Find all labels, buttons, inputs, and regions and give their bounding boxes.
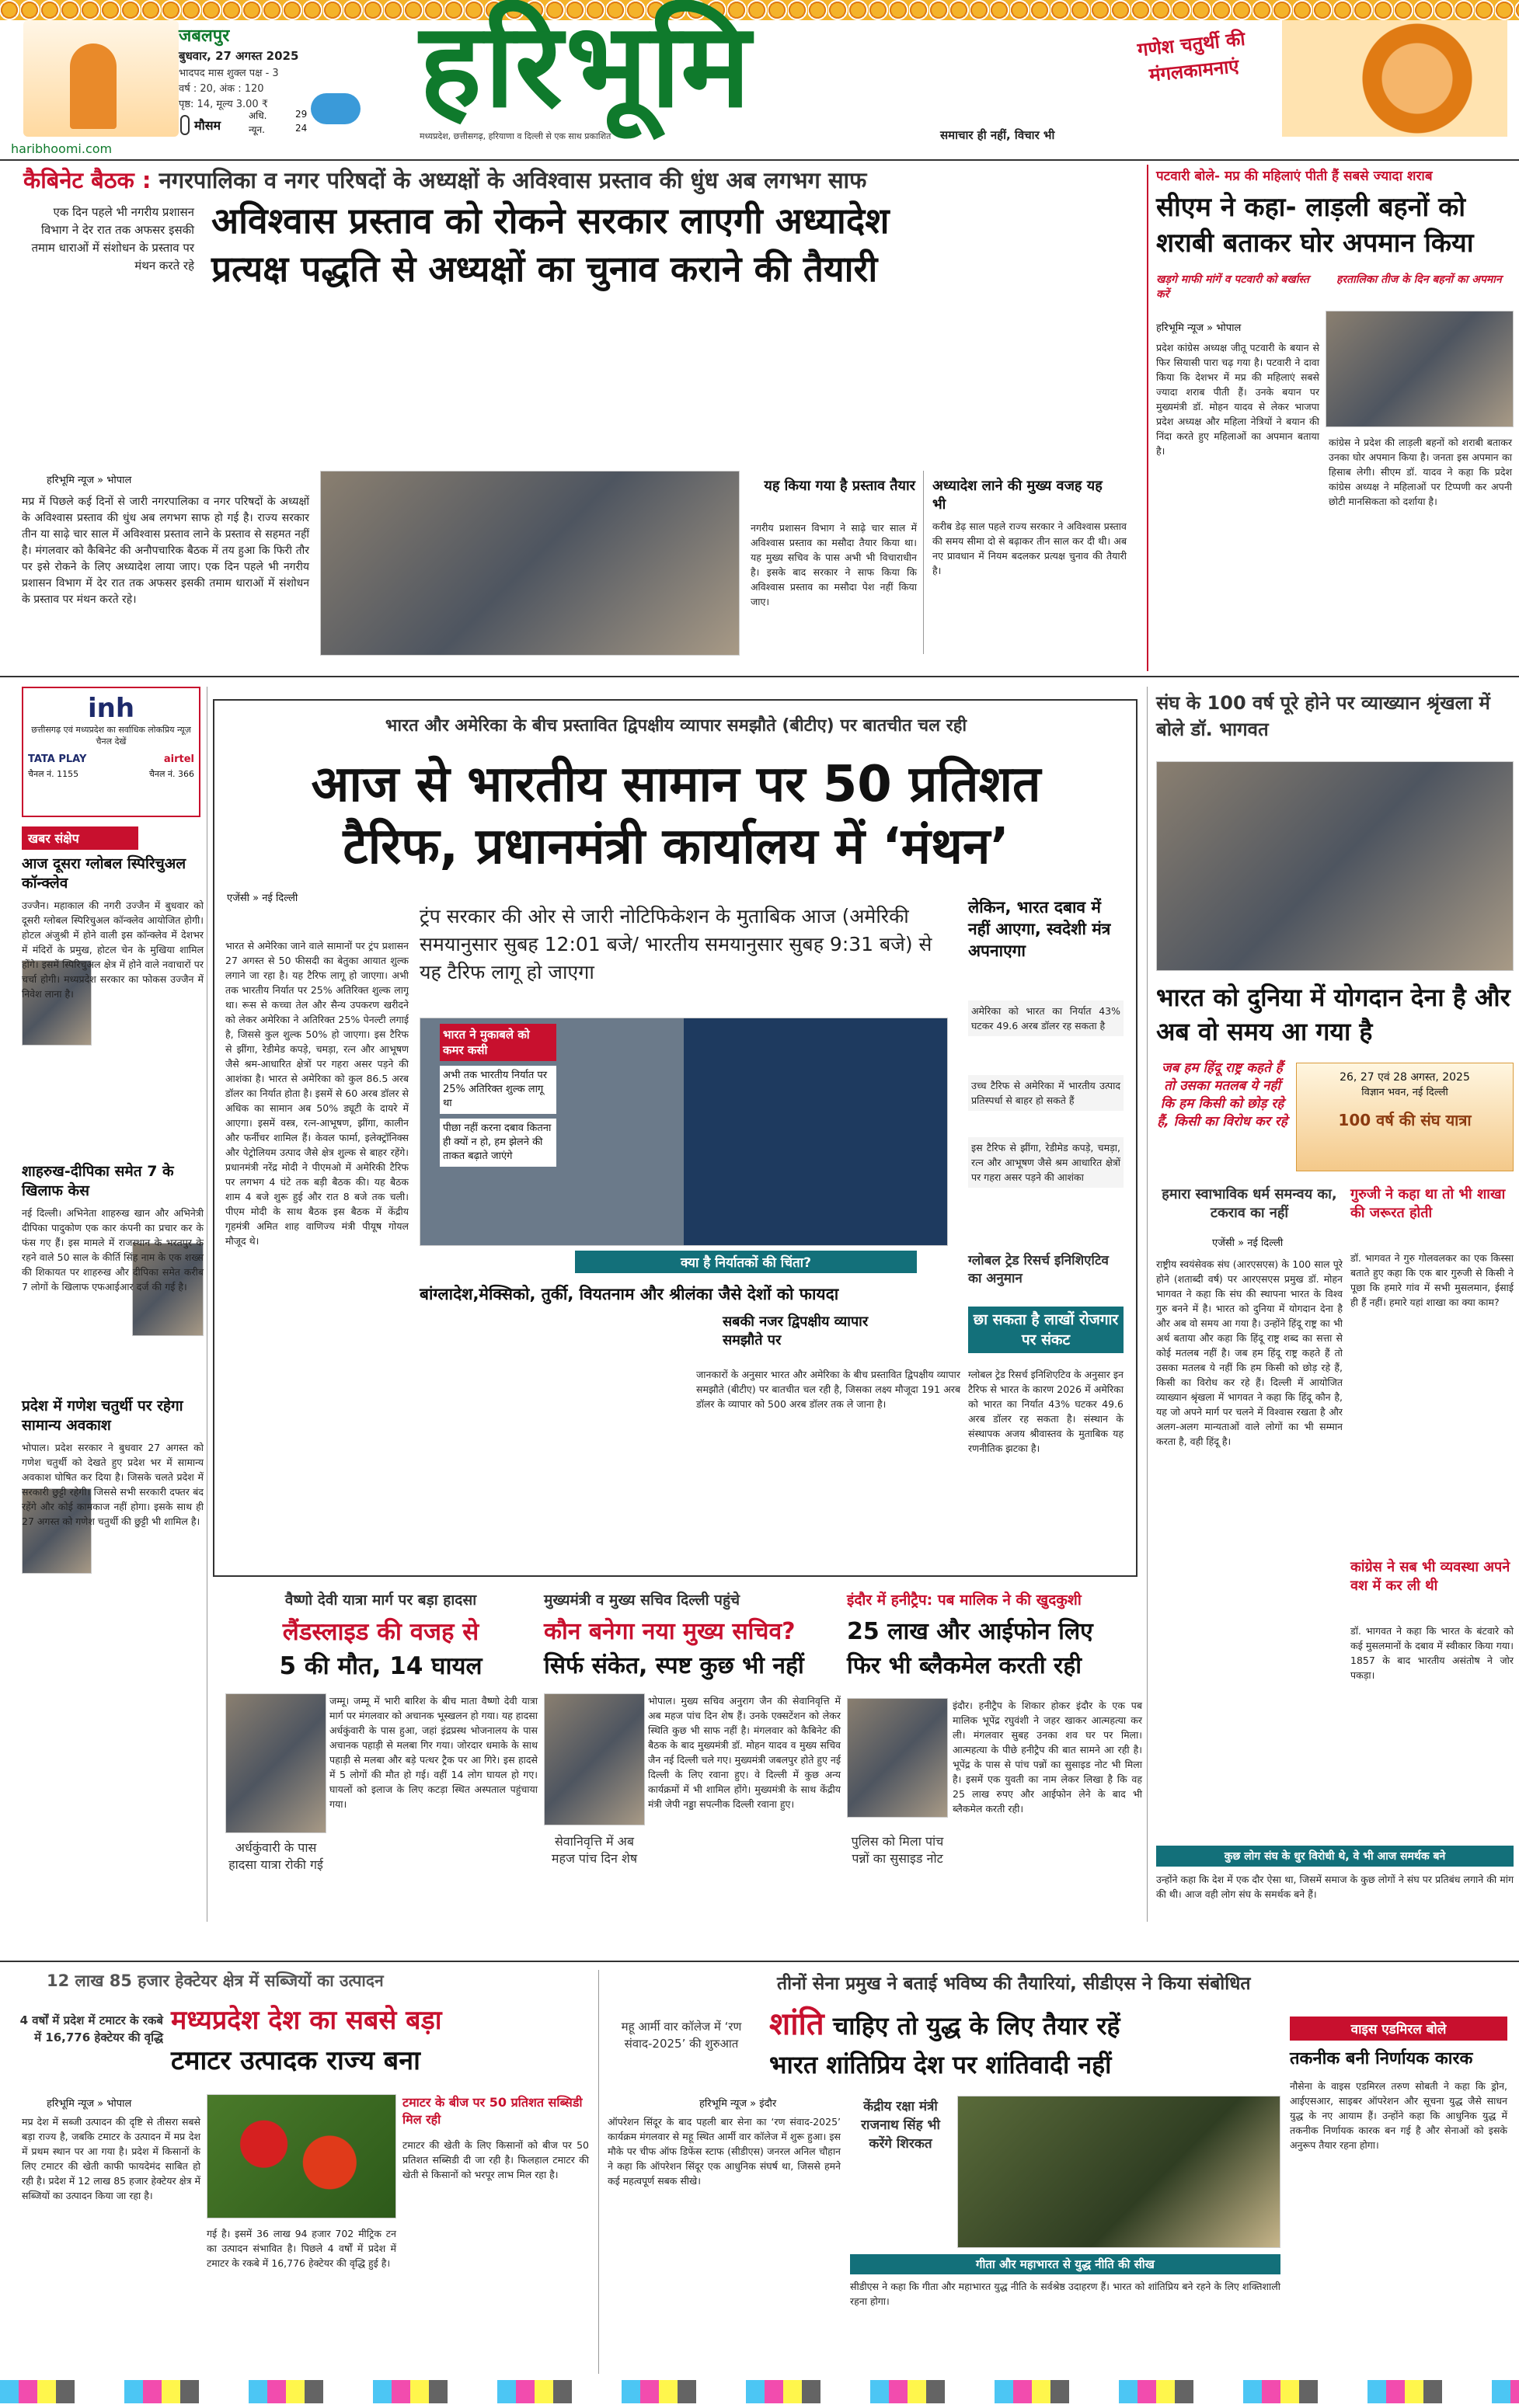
tomato-headline-1: मध्यप्रदेश देश का सबसे बड़ा (171, 2005, 442, 2036)
cs-headline-2: सिर्फ संकेत, स्पष्ट कुछ भी नहीं (544, 1652, 804, 1679)
indore-kicker: इंदौर में हनीट्रैप: पब मालिक ने की खुदकुशी (847, 1592, 1082, 1609)
tomato-photo (207, 2094, 396, 2218)
tariff-badge-2: अभी तक भारतीय निर्यात पर 25% अतिरिक्त शुल्क लागू था (440, 1066, 556, 1114)
cs-kicker: मुख्यमंत्री व मुख्य सचिव दिल्ली पहुंचे (544, 1592, 740, 1609)
cds-general-photo (957, 2096, 1280, 2248)
tariff-kicker: भारत और अमेरिका के बीच प्रस्तावित द्विपक्षीय व्यापार समझौते (बीटीए) पर बातचीत चल रही (385, 716, 967, 736)
rss-guru-head: गुरुजी ने कहा था तो भी शाखा की जरूरत होती (1350, 1186, 1506, 1221)
tariff-headline-1: आज से भारतीय सामान पर 50 प्रतिशत (311, 756, 1041, 813)
tariff-body: भारत से अमेरिका जाने वाले सामानों पर ट्रंप प्रशासन 27 अगस्त से 50 फीसदी का बेतुका आयात शुल्क लगाने जा रहा है। यह टैरिफ लागू हो जाएगा। अभी तक भारतीय निर्यात पर 25% अतिरिक्त शुल्क लागू था। रूस से कच्चा तेल और सैन्य उपकरण खरीदने को लेकर अमेरिका ने अतिरिक्त 25% पेनल्टी लगाई है, जिससे कुल शुल्क 50% हो जाएगा। इस टैरिफ से झींगा, रेडीमेड कपड़े, चमड़ा, रत्न और आभूषण जैसे श्रम-आधारित क्षेत्रों पर गहरा असर पड़ने की आशंका है। भारत से अमेरिका को कुल 86.5 अरब डॉलर का निर्यात होता है। इसमें से 60 अरब डॉलर से अधिक का सामान अब 50% ड्यूटी के दायरे में आएगा। इसमें वस्त्र, रत्न-आभूषण, झींगा, कालीन और फर्नीचर शामिल हैं। केवल फार्मा, इलेक्ट्रॉनिक्स और पेट्रोलियम उत्पाद जैसे क्षेत्र शुल्क से बाहर रहेंगे। प्रधानमंत्री नरेंद्र मोदी ने पीएमओ में अमेरिकी टैरिफ पर लगभग 4 घंटे तक बड़ी बैठक की। यह बैठक शाम 4 बजे शुरू हुई और रात 8 बजे तक चली। पीएम मोदी के साथ बैठक इस बैठक में केंद्रीय गृहमंत्री अमित शाह वाणिज्य मंत्री पीयूष गोयल मौजूद थे। (225, 940, 409, 1247)
rss-banner-title: 100 वर्ष की संघ यात्रा (1338, 1111, 1472, 1129)
tomato-byline: हरिभूमि न्यूज » भोपाल (47, 2098, 132, 2110)
army-gita-body: सीडीएस ने कहा कि गीता और महाभारत युद्ध नीति के सर्वश्रेष्ठ उदाहरण हैं। भारत को शांतिप्रिय बने रहने के लिए शक्तिशाली रहना होगा। (850, 2281, 1280, 2307)
landslide-photo (225, 1693, 326, 1833)
min-temp-label: न्यून. (249, 124, 265, 135)
brief-body-1: उज्जैन। महाकाल की नगरी उज्जैन में बुधवार को दूसरी ग्लोबल स्पिरिचुअल कॉन्क्लेव आयोजित होगी। होटल अंजुश्री में होने वाली इस कॉन्क्लेव में देशभर में मंदिरों के प्रमुख, होटल चेन के मुखिया शामिल होंगे। इसमें स्पिरिचुअल क्षेत्र में होने वाले नवाचारों पर चर्चा होगी। मध्यप्रदेश सरकार का फोकस उज्जैन में निवेश लाना है। (22, 900, 204, 1000)
topright-kicker: पटवारी बोले- मप्र की महिलाएं पीती हैं सबसे ज्यादा शराब (1156, 169, 1433, 184)
price-label: पृष्ठ: 14, मूल्य 3.00 ₹ (179, 99, 269, 110)
rss-bar: कुछ लोग संघ के धुर विरोधी थे, वे भी आज समर्थक बने (1156, 1846, 1514, 1867)
indore-headline-1: 25 लाख और आईफोन लिए (847, 1618, 1093, 1645)
army-side: महू आर्मी वार कॉलेज में ‘रण संवाद-2025’ की शुरुआत (621, 2020, 742, 2051)
rss-congress-head: कांग्रेस ने सब भी व्यवस्था अपने वश में कर ली थी (1350, 1559, 1510, 1594)
newspaper-title: हरिभूमि (420, 0, 754, 134)
lead-box1-title: यह किया गया है प्रस्ताव तैयार (764, 478, 915, 494)
lead-box-divider (923, 471, 924, 654)
lead-body: मप्र में पिछले कई दिनों से जारी नगरपालिका व नगर परिषदों के अध्यक्षों के अविश्वास प्रस्ताव की धुंध अब लगभग साफ हो गई है। राज्य सरकार तीन या साढ़े चार साल में अविश्वास प्रस्ताव लाने के प्रस्ताव से सहमत नहीं है। मंगलवार को कैबिनेट की अनौपचारिक बैठक में तय हुआ कि फिरी तौर पर इसे रोकने के लिए अध्यादेश लाया जाए। एक दिन पहले भी नगरीय प्रशासन विभाग में देर रात तक अफसर इसकी तमाम धाराओं में संशोधन के प्रस्ताव पर मंथन करते रहे। (22, 496, 309, 606)
lead-box2-body: करीब डेढ़ साल पहले राज्य सरकार ने अविश्वास प्रस्ताव की समय सीमा दो से बढ़ाकर तीन साल कर दी थी। अब नए प्रावधान में नियम बदलकर प्रत्यक्ष चुनाव की तैयारी है। (932, 520, 1127, 576)
rss-quote: जब हम हिंदू राष्ट्र कहते हैं तो उसका मतलब ये नहीं कि हम किसी को छोड़ रहे हैं, किसी का विरोध कर रहे (1157, 1060, 1287, 1129)
vaishno-body: जम्मू। जम्मू में भारी बारिश के बीच माता वैष्णो देवी यात्रा मार्ग पर मंगलवार को अचानक भूस्खलन हो गया। यह हादसा अर्धकुंवारी के पास हुआ, जहां इंद्रप्रस्थ भोजनालय के पास अचानक पहाड़ी से मलबा गिर गया। जोरदार धमाके के साथ पहाड़ी से मलबा और बड़े पत्थर ट्रैक पर आ गिरे। इस हादसे में 5 लोगों की मौत हो गई। वहीं 14 लोग घायल हो गए। घायलों को इलाज के लिए कटड़ा स्थित अस्पताल पहुंचाया गया। (329, 1695, 538, 1810)
vaishno-kicker: वैष्णो देवी यात्रा मार्ग पर बड़ा हादसा (284, 1592, 477, 1609)
topright-body-2: कांग्रेस ने प्रदेश की लाड़ली बहनों को शराबी बताकर उनका घोर अपमान किया है। जनता इस अपमान का हिसाब लेगी। सीएम डॉ. यादव ने कहा कि प्रदेश कांग्रेस अध्यक्ष ने महिलाओं पर टिप्पणी कर अपनी छोटी मानसिकता को दर्शाया है। (1329, 437, 1512, 507)
airtel-channel: चैनल नं. 366 (148, 769, 194, 779)
bhagwat-audience-photo (1156, 761, 1514, 971)
max-temp-value: 29 (295, 109, 308, 120)
max-temp-label: अधि. (249, 110, 267, 121)
indore-body: इंदौर। हनीट्रैप के शिकार होकर इंदौर के एक पब मालिक भूपेंद्र रघुवंशी ने जहर खाकर आत्महत्या कर ली। मंगलवार सुबह उनका शव घर पर मिला। आत्महत्या के पीछे हनीट्रैप की बात सामने आ रही है। भूपेंद्र के पास से पांच पन्नों का सुसाइड नोट भी मिला है। इसमें एक युवती का नाम लेकर लिखा है कि वह 25 लाख रुपए और आईफोन लेने के बाद भी ब्लैकमेल करती रही। (953, 1700, 1142, 1815)
website-label: haribhoomi.com (11, 141, 113, 156)
brief-section-title: खबर संक्षेप (22, 826, 138, 850)
tariff-side-headline: लेकिन, भारत दबाव में नहीं आएगा, स्वदेशी मंत्र अपनाएगा (968, 898, 1111, 960)
pub-owner-photo (847, 1698, 948, 1818)
army-body: ऑपरेशन सिंदूर के बाद पहली बार सेना का ‘रण संवाद-2025’ कार्यक्रम मंगलवार से महू स्थित आर्मी वार कॉलेज में शुरू हुआ। इस मौके पर चीफ ऑफ डिफेंस स्टाफ (सीडीएस) जनरल अनिल चौहान ने कहा कि ऑपरेशन सिंदूर एक आधुनिक संघर्ष था, जिससे हमने कई महत्वपूर्ण सबक सीखे। (608, 2116, 841, 2187)
tomato-subbox-body: टमाटर की खेती के लिए किसानों को बीज पर 50 प्रतिशत सब्सिडी दी जा रही है। फिलहाल टमाटर की खेती से किसानों को भरपूर लाभ मिल रहा है। (402, 2139, 589, 2180)
tomato-subbox-title: टमाटर के बीज पर 50 प्रतिशत सब्सिडी मिल रही (402, 2095, 583, 2127)
rss-subhead: हमारा स्वाभाविक धर्म समन्वय का, टकराव का नहीं (1162, 1186, 1337, 1221)
topright-sub2: हरतालिका तीज के दिन बहनों का अपमान (1336, 273, 1502, 286)
indore-headline-2: फिर भी ब्लैकमेल करती रही (847, 1652, 1082, 1679)
tomato-headline-2: टमाटर उत्पादक राज्य बना (171, 2045, 420, 2076)
section-rule-2 (0, 1961, 1519, 1962)
tataplay-channel: चैनल नं. 1155 (28, 769, 79, 779)
tomato-divider (598, 1970, 599, 2374)
tariff-worry-title: क्या है निर्यातकों की चिंता? (575, 1251, 917, 1273)
cabinet-meeting-photo (320, 471, 740, 656)
army-gita-bar: गीता और महाभारत से युद्ध नीति की सीख (850, 2254, 1280, 2274)
tariff-jobs-body: ग्लोबल ट्रेड रिसर्च इनिशिएटिव के अनुसार इन टैरिफ से भारत के कारण 2026 में अमेरिका को भारत का निर्यात 43% घटकर 49.6 अरब डॉलर रह सकता है। संस्थान के संस्थापक अजय श्रीवास्तव के मुताबिक यह रणनीतिक झटका है। (968, 1369, 1124, 1454)
brief-body-2: नई दिल्ली। अभिनेता शाहरुख खान और अभिनेत्री दीपिका पादुकोण एक कार कंपनी का प्रचार कर के फंस गए हैं। इस मामले में राजस्थान के भरतपुर के रहने वाले 50 साल के कीर्ति सिंह नाम के एक शख्स की शिकायत पर शाहरुख और दीपिका समेत करीब 7 लोगों के खिलाफ एफआईआर दर्ज की गई है। (22, 1207, 204, 1293)
tagline: समाचार ही नहीं, विचार भी (940, 128, 1055, 142)
weather-label: मौसम (194, 118, 221, 133)
print-registration-marks (0, 2380, 1519, 2403)
tariff-byline: एजेंसी » नई दिल्ली (227, 893, 298, 904)
inh-channel-ad (22, 687, 200, 817)
rss-kicker: संघ के 100 वर्ष पूरे होने पर व्याख्यान श्रृंखला में बोले डॉ. भागवत (1156, 692, 1490, 740)
rss-banner-place: विज्ञान भवन, नई दिल्ली (1361, 1087, 1448, 1098)
freedom-fighter-illustration (23, 20, 179, 137)
volume-label: वर्ष : 20, अंक : 120 (179, 83, 264, 95)
inh-logo: inh (87, 693, 135, 724)
lead-headline-1: अविश्वास प्रस्ताव को रोकने सरकार लाएगी अध्यादेश (211, 200, 890, 242)
ganesh-greeting: गणेश चतुर्थी की मंगलकामनाएं (1136, 27, 1246, 86)
airtel-logo: airtel (163, 753, 194, 765)
weather-cloud-icon (311, 93, 361, 124)
brief-body-3: भोपाल। प्रदेश सरकार ने बुधवार 27 अगस्त को गणेश चतुर्थी को देखते हुए प्रदेश भर में सामान्य अवकाश घोषित कर दिया है। जिसके चलते प्रदेश में सरकारी छुट्टी रहेगी। जिससे सभी सरकारी दफ्तर बंद रहेंगे और कोई कामकाज नहीं होगा। इसके साथ ही 27 अगस्त को गणेश चतुर्थी की छुट्टी भी शामिल है। (22, 1442, 204, 1527)
rss-banner (1296, 1063, 1514, 1171)
tomato-body: मप्र देश में सब्जी उत्पादन की दृष्टि से तीसरा सबसे बड़ा राज्य है, जबकि टमाटर के उत्पादन में मप्र देश में प्रथम स्थान पर आ गया है। प्रदेश में किसानों के लिए टमाटर की खेती काफी फायदेमंद साबित हो रही है। प्रदेश में 12 लाख 85 हजार हेक्टेयर क्षेत्र में सब्जियों का उत्पादन किया जा रहा है। (22, 2116, 200, 2201)
lead-kicker-label: कैबिनेट बैठक : (23, 167, 152, 193)
rss-banner-date: 26, 27 एवं 28 अगस्त, 2025 (1340, 1071, 1470, 1084)
rss-byline: एजेंसी » नई दिल्ली (1212, 1237, 1284, 1249)
tariff-gaze-body: जानकारों के अनुसार भारत और अमेरिका के बीच प्रस्तावित द्विपक्षीय व्यापार समझौते (बीटीए) पर बातचीत चल रही है, जिसका लक्ष्य मौजूदा 191 अरब डॉलर के व्यापार को 500 अरब डॉलर तक ले जाना है। (696, 1369, 961, 1410)
section-rule-1 (0, 676, 1519, 677)
masthead-rule (0, 159, 1519, 161)
tithi-label: भादपद मास शुक्ल पक्ष - 3 (179, 68, 279, 79)
tariff-headline-2: टैरिफ, प्रधानमंत्री कार्यालय में ‘मंथन’ (343, 818, 1009, 875)
vaishno-headline-1: लैंडस्लाइड की वजह से (282, 1618, 479, 1646)
garland-decoration (0, 0, 1519, 20)
brief-headline-2: शाहरुख-दीपिका समेत 7 के खिलाफ केस (22, 1163, 174, 1199)
topright-headline: सीएम ने कहा- लाड़ली बहनों को शराबी बताकर घोर अपमान किया (1156, 192, 1474, 259)
brief-headline-3: प्रदेश में गणेश चतुर्थी पर रहेगा सामान्य अवकाश (22, 1397, 183, 1434)
army-headline-shanti: शांति (769, 2006, 824, 2042)
tariff-side-bullet-2: उच्च टैरिफ से अमेरिका में भारतीय उत्पाद प्रतिस्पर्धा से बाहर हो सकते हैं (968, 1075, 1124, 1111)
tomato-side: 4 वर्षों में प्रदेश में टमाटर के रकबे में 16,776 हेक्टेयर की वृद्धि (19, 2013, 163, 2044)
cs-headline-1: कौन बनेगा नया मुख्य सचिव? (544, 1618, 796, 1645)
tariff-side-bullet-1: अमेरिका को भारत का निर्यात 43% घटकर 49.6 अरब डॉलर रह सकता है (968, 1000, 1124, 1036)
army-kicker: तीनों सेना प्रमुख ने बताई भविष्य की तैयारियां, सीडीएस ने किया संबोधित (777, 1974, 1251, 1994)
tataplay-logo: TATA PLAY (28, 753, 87, 765)
rss-guru-body: डॉ. भागवत ने गुरु गोलवलकर का एक किस्सा बताते हुए कहा कि एक बार गुरुजी से किसी ने पूछा कि हमारे गांव में सभी मुसलमान, ईसाई ही हैं नहीं। हमारे यहां शाखा का क्या काम? (1350, 1252, 1514, 1308)
tariff-jobs-title: छा सकता है लाखों रोजगार पर संकट (968, 1307, 1124, 1353)
masthead (0, 0, 1519, 140)
vice-headline: तकनीक बनी निर्णायक कारक (1290, 2049, 1473, 2069)
states-line: मध्यप्रदेश, छत्तीसगढ़, हरियाणा व दिल्ली से एक साथ प्रकाशित (420, 131, 611, 141)
rss-divider (1147, 687, 1148, 1922)
tomato-body-2: गई है। इसमें 36 लाख 94 हजार 702 मीट्रिक टन का उत्पादन संभावित है। पिछले 4 वर्षों में प्रदेश में टमाटर के रकबे में 16,776 हेक्टेयर की वृद्धि हुई है। (207, 2228, 396, 2269)
tariff-side-bullet-3: इस टैरिफ से झींगा, रेडीमेड कपड़े, चमड़ा, रत्न और आभूषण जैसे श्रम आधारित क्षेत्रों पर गहरा असर पड़ने की आशंका (968, 1137, 1124, 1188)
column-divider (1147, 165, 1148, 671)
cs-caption: सेवानिवृत्ति में अब महज पांच दिन शेष (551, 1834, 638, 1866)
inh-desc: छत्तीसगढ़ एवं मध्यप्रदेश का सर्वाधिक लोकप्रिय न्यूज़ चैनल देखें (31, 725, 191, 746)
tariff-deck: ट्रंप सरकार की ओर से जारी नोटिफिकेशन के मुताबिक आज (अमेरिकी समयानुसार सुबह 12:01 बजे/ भारतीय समयानुसार सुबह 9:31 बजे) से यह टैरिफ लागू हो जाएगा (420, 905, 932, 983)
rss-congress-body: डॉ. भागवत ने कहा कि भारत के बंटवारे को कई मुसलमानों के दबाव में स्वीकार किया गया। 1857 के बाद भारतीय असंतोष ने जोर पकड़ा। (1350, 1625, 1514, 1681)
chief-secretary-photo (544, 1693, 645, 1825)
brief-headline-1: आज दूसरा ग्लोबल स्पिरिचुअल कॉन्क्लेव (22, 855, 186, 892)
vice-body: नौसेना के वाइस एडमिरल तरुण सोबती ने कहा कि ड्रोन, आईएसआर, साइबर ऑपरेशन और सूचना युद्ध जैसे साधन युद्ध के नए आयाम हैं। उन्होंने कहा कि आधुनिक युद्ध में तकनीक निर्णायक कारक बन गई है और सेनाओं को इसके अनुरूप तैयार रहना होगा। (1290, 2080, 1507, 2151)
tariff-badge-1: भारत ने मुकाबले को कमर कसी (440, 1024, 556, 1061)
lead-kicker-text: नगरपालिका व नगर परिषदों के अध्यक्षों के अविश्वास प्रस्ताव की धुंध अब लगभग साफ (159, 167, 867, 193)
vice-title: वाइस एडमिरल बोले (1290, 2017, 1507, 2041)
ganesh-illustration (1282, 20, 1507, 137)
army-byline: हरिभूमि न्यूज » इंदौर (699, 2098, 777, 2110)
cs-body: भोपाल। मुख्य सचिव अनुराग जैन की सेवानिवृत्ति में अब महज पांच दिन शेष हैं। उनके एक्सटेंशन को लेकर स्थिति कुछ भी साफ नहीं है। मंगलवार को कैबिनेट की बैठक के बाद मुख्यमंत्री डॉ. मोहन यादव व मुख्य सचिव जैन नई दिल्ली चले गए। मुख्यमंत्री जबलपुर होते हुए नई दिल्ली के लिए रवाना हुए। वे दिल्ली में कुछ अन्य कार्यक्रमों में भी शामिल होंगे। मुख्यमंत्री के साथ केंद्रीय मंत्री जेपी नड्डा सपत्नीक दिल्ली रवाना हुए। (648, 1695, 841, 1810)
tariff-gtri-label: ग्लोबल ट्रेड रिसर्च इनिशिएटिव का अनुमान (968, 1253, 1109, 1286)
edition-label: जबलपुर (179, 26, 230, 46)
army-headline-1 (769, 2007, 1282, 2043)
army-headline-rest: चाहिए तो युद्ध के लिए तैयार रहें (832, 2011, 1120, 2041)
topright-sub1: खड़गे माफी मांगें व पटवारी को बर्खास्त करें (1156, 273, 1309, 301)
army-headline-2: भारत शांतिप्रिय देश पर शांतिवादी नहीं (769, 2050, 1112, 2079)
rss-bar-body: उन्होंने कहा कि देश में एक दौर ऐसा था, जिसमें समाज के कुछ लोगों ने संघ पर प्रतिबंध लगाने की मांग की थी। आज वही लोग संघ के समर्थक बने हैं। (1156, 1874, 1514, 1900)
lead-headline-2: प्रत्यक्ष पद्धति से अध्यक्षों का चुनाव कराने की तैयारी (211, 248, 878, 290)
tomato-kicker: 12 लाख 85 हजार हेक्टेयर क्षेत्र में सब्जियों का उत्पादन (47, 1971, 384, 1990)
politicians-photo (1326, 311, 1514, 427)
lead-side-intro: एक दिन पहले भी नगरीय प्रशासन विभाग ने देर रात तक अफसर इसकी तमाम धाराओं में संशोधन के प्रस्ताव पर मंथन करते रहे (31, 205, 194, 273)
tariff-badge-3: पीछा नहीं करना दबाव कितना ही क्यों न हो, हम झेलने की ताकत बढ़ाते जाएंगे (440, 1119, 556, 1167)
lead-box2-title: अध्यादेश लाने की मुख्य वजह यह भी (932, 478, 1103, 513)
topright-byline: हरिभूमि न्यूज » भोपाल (1156, 322, 1242, 334)
date-label: बुधवार, 27 अगस्त 2025 (179, 49, 299, 63)
tariff-gaze-head: सबकी नजर द्विपक्षीय व्यापार समझौते पर (723, 1314, 869, 1348)
indore-caption: पुलिस को मिला पांच पन्नों का सुसाइड नोट (851, 1834, 944, 1866)
vaishno-caption: अर्धकुंवारी के पास हादसा यात्रा रोकी गई (228, 1840, 323, 1872)
army-minister-note: केंद्रीय रक्षा मंत्री राजनाथ सिंह भी करेंगे शिरकत (861, 2099, 940, 2152)
lead-box1-body: नगरीय प्रशासन विभाग ने साढ़े चार साल में अविश्वास प्रस्ताव का मसौदा तैयार किया था। यह मुख्य सचिव के पास अभी भी विचाराधीन है। इसके बाद सरकार ने साफ किया कि अविश्वास प्रस्ताव का मसौदा पेश नहीं किया जाए। (751, 522, 917, 607)
tariff-bangladesh-head: बांग्लादेश,मेक्सिको, तुर्की, वियतनाम और श्रीलंका जैसे देशों को फायदा (420, 1285, 839, 1303)
rss-headline: भारत को दुनिया में योगदान देना है और अब वो समय आ गया है (1156, 983, 1510, 1046)
rss-body: राष्ट्रीय स्वयंसेवक संघ (आरएसएस) के 100 साल पूरे होने (शताब्दी वर्ष) पर आरएसएस प्रमुख डॉ. मोहन भागवत ने कहा कि संघ की स्थापना भारत के विश्व गुरु बनने में है। भारत को दुनिया में योगदान देना है और अब वो समय आ गया है। उन्होंने हिंदू राष्ट्र का भी अर्थ बताया और कहा कि हिंदू राष्ट्र शब्द का सत्ता से कोई मतलब नहीं है। जब हम हिंदू राष्ट्र कहते हैं तो उसका मतलब ये नहीं कि हम किसी को छोड़ रहे हैं, किसी का विरोध कर रहे हैं। दिल्ली में आयोजित व्याख्यान श्रृंखला में भागवत ने कहा कि हिंदू कौन है, यह जो अपने मार्ग पर चलने में विश्वास रखता है और अलग-अलग मान्यताओं वाले लोगों का भी सम्मान करता है, वही हिंदू है। (1156, 1258, 1343, 1447)
thermometer-icon (180, 115, 190, 135)
min-temp-value: 24 (295, 123, 308, 134)
lead-kicker (23, 165, 1142, 193)
vaishno-headline-2: 5 की मौत, 14 घायल (279, 1652, 483, 1680)
tariff-bangladesh-body (420, 1310, 707, 1566)
lead-byline: हरिभूमि न्यूज » भोपाल (47, 475, 132, 486)
topright-body: प्रदेश कांग्रेस अध्यक्ष जीतू पटवारी के बयान से फिर सियासी पारा चढ़ गया है। पटवारी ने दावा किया कि देशभर में मप्र की महिलाएं सबसे ज्यादा शराब पीती हैं। उनके बयान पर मुख्यमंत्री डॉ. मोहन यादव से लेकर भाजपा प्रदेश अध्यक्ष और महिला नेत्रियों ने बयान की निंदा करते हुए महिलाओं का अपमान बताया है। (1156, 342, 1319, 457)
